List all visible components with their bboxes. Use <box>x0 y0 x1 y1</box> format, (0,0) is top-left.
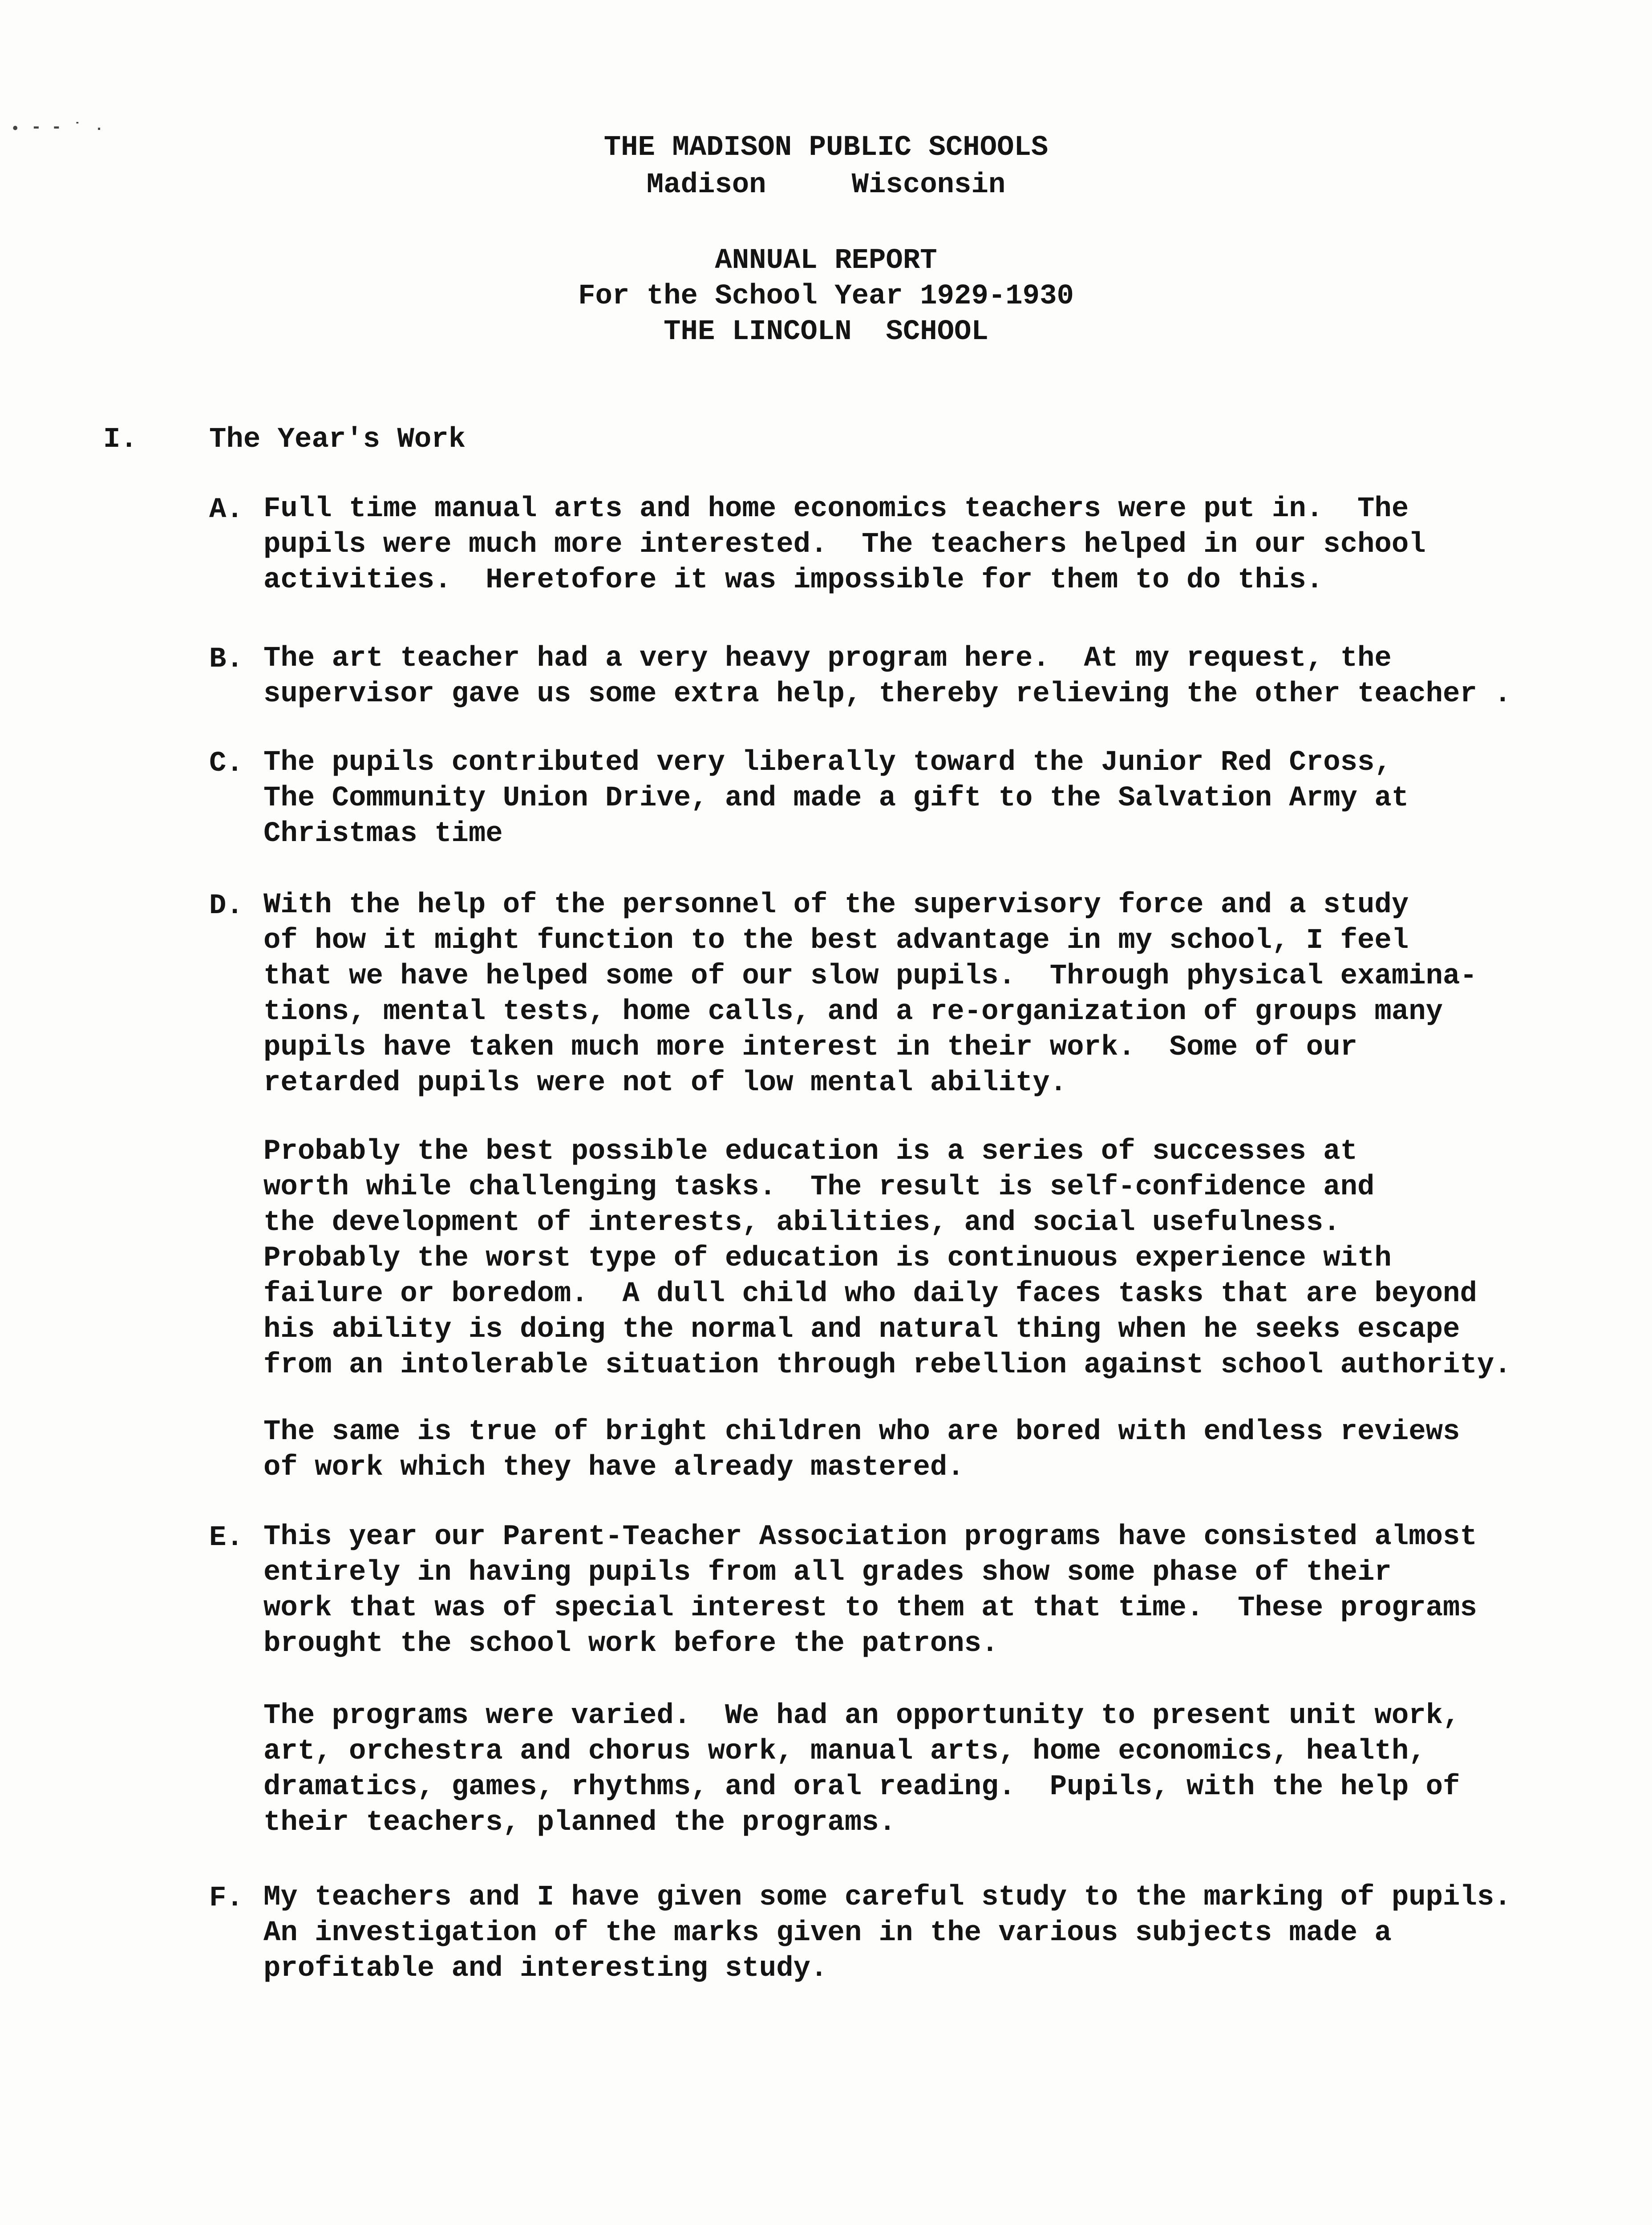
location-line: Madison Wisconsin <box>646 169 1006 201</box>
item-e-paragraph-2: The programs were varied. We had an opportunity to present unit work, art, orchestra and chorus work, manual arts, home economics, health, dramatics, games, rhythms, and oral reading. Pupils, with the help of their teachers, planned the programs. <box>263 1700 1460 1839</box>
school-name: THE LINCOLN SCHOOL <box>664 316 988 348</box>
item-e-paragraph-1: This year our Parent-Teacher Association programs have consisted almost entirely in having pupils from all grades show some phase of their work that was of special interest to them at that time. These programs brought the school work before the patrons. <box>263 1521 1477 1660</box>
item-letter-e: E. <box>209 1522 243 1554</box>
item-d-paragraph-2: Probably the best possible education is a series of successes at worth while challenging tasks. The result is self-confidence and the development of interests, abilities, and social usefulness. Probably the worst type of education is continuous experience with failure or boredom. A dull child who daily faces tasks that are beyond his ability is doing the normal and natural thing when he seeks escape from an intolerable situation through rebellion against school authority. <box>263 1136 1511 1381</box>
section-number: I. <box>103 424 138 456</box>
item-letter-b: B. <box>209 643 243 676</box>
item-d-paragraph-1: With the help of the personnel of the supervisory force and a study of how it might function to the best advantage in my school, I feel that we have helped some of our slow pupils. Through physical examina- tions, mental tests, home calls, and a re-organization of groups many pupils have taken much more interest in their work. Some of our retarded pupils were not of low mental ability. <box>263 889 1477 1099</box>
item-letter-f: F. <box>209 1882 243 1914</box>
item-letter-a: A. <box>209 494 243 526</box>
item-b-paragraph: The art teacher had a very heavy program here. At my request, the supervisor gave us some extra help, thereby relieving the other teacher . <box>263 643 1511 710</box>
item-d-paragraph-3: The same is true of bright children who are bored with endless reviews of work which they have already mastered. <box>263 1416 1460 1484</box>
section-title: The Year's Work <box>209 424 466 456</box>
item-letter-c: C. <box>209 748 243 780</box>
item-c-paragraph: The pupils contributed very liberally toward the Junior Red Cross, The Community Union Drive, and made a gift to the Salvation Army at Christmas time <box>263 747 1409 850</box>
scan-speck: • ⁃ ⁃ ˙ · <box>11 121 105 138</box>
report-title: ANNUAL REPORT <box>715 245 937 277</box>
item-a-paragraph: Full time manual arts and home economics teachers were put in. The pupils were much more interested. The teachers helped in our school activities. Heretofore it was impossible for them to do this. <box>263 493 1426 596</box>
district-heading: THE MADISON PUBLIC SCHOOLS <box>603 132 1049 164</box>
item-f-paragraph: My teachers and I have given some careful study to the marking of pupils. An investigation of the marks given in the various subjects made a profitable and interesting study. <box>263 1881 1511 1985</box>
item-letter-d: D. <box>209 890 243 922</box>
school-year-line: For the School Year 1929-1930 <box>578 280 1074 312</box>
